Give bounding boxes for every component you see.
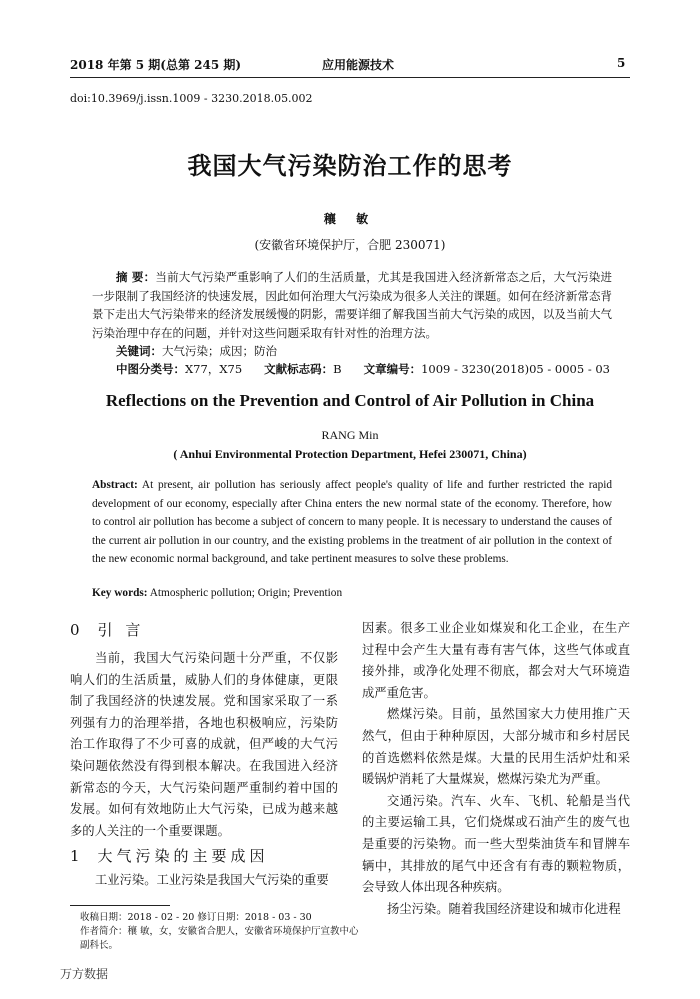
article-no-field	[364, 361, 610, 377]
doc-code-field	[264, 361, 341, 377]
paragraph-coal-pollution: 燃煤污染。目前，虽然国家大力使用推广天然气，但由于种种原因，大部分城市和乡村居民的首选燃料依然是煤。大量的民用生活炉灶和采暖锅炉消耗了大量煤炭，燃煤污染尤为严重。	[362, 707, 630, 787]
abstract-en	[92, 476, 612, 569]
title-cn: 我国大气污染防治工作的思考	[187, 151, 513, 180]
section-heading-causes	[70, 844, 338, 868]
abstract-en-label: Abstract:	[92, 479, 138, 491]
title-en: Reflections on the Prevention and Control of Air Pollution in China	[105, 391, 595, 410]
header-issue: 2018 年第 5 期(总第 245 期)	[70, 58, 242, 72]
paragraph-industrial-start: 工业污染。工业污染是我国大气污染的重要	[95, 873, 329, 888]
author-cn: 穰 敏	[323, 212, 377, 226]
section-number: 0	[70, 621, 80, 639]
footnote-dates: 收稿日期：2018 - 02 - 20 修订日期：2018 - 03 - 30	[80, 912, 312, 923]
header-rule	[70, 77, 630, 78]
affiliation-cn: (安徽省环境保护厅，合肥 230071)	[254, 238, 446, 252]
paragraph-introduction: 当前，我国大气污染问题十分严重，不仅影响人们的生活质量，威胁人们的身体健康，更限制了我国经济的快速发展。党和国家采取了一系列强有力的治理举措，各地也积极响应，污染防治工作取得了不少可喜的成就，但严峻的大气污染问题依然没有得到根本解决。在我国进入经济新常态的今天，大气污染问题严重制约着中国的发展。如何有效地防止大气污染，已成为越来越多的人关注的一个重要课题。	[70, 651, 338, 838]
abstract-cn-label: 摘 要：	[116, 270, 156, 284]
body-column-right	[362, 618, 630, 920]
doi[interactable]: doi:10.3969/j.issn.1009 - 3230.2018.05.002	[70, 92, 313, 105]
clc-field	[116, 361, 242, 377]
section-heading-introduction	[70, 618, 338, 642]
footnote-author-bio: 作者简介：穰 敏，女，安徽省合肥人，安徽省环境保护厅宣教中心副科长。	[80, 926, 359, 951]
abstract-cn	[92, 268, 612, 342]
footnote-rule	[70, 905, 170, 906]
watermark: 万方数据	[60, 967, 109, 981]
classification-line	[116, 361, 616, 377]
article-no-value: 1009 - 3230(2018)05 - 0005 - 03	[421, 362, 610, 376]
keywords-cn-label: 关键词：	[116, 344, 162, 358]
clc-value: X77，X75	[185, 362, 243, 376]
paragraph-industrial-continued: 因素。很多工业企业如煤炭和化工企业，在生产过程中会产生大量有毒有害气体，这些气体或直接外排，或净化处理不彻底，都会对大气环境造成严重危害。	[362, 621, 630, 700]
keywords-cn	[116, 343, 277, 359]
keywords-en	[92, 587, 342, 599]
section-title: 引 言	[97, 621, 145, 639]
header-journal: 应用能源技术	[322, 58, 395, 72]
affiliation-en: ( Anhui Environmental Protection Department, Hefei 230071, China)	[173, 447, 527, 461]
clc-label: 中图分类号：	[116, 362, 185, 376]
doc-code-value: B	[333, 362, 342, 376]
body-column-left	[70, 618, 338, 892]
section-number: 1	[70, 847, 80, 866]
keywords-en-text: Atmospheric pollution; Origin; Prevention	[149, 587, 343, 599]
article-no-label: 文章编号：	[363, 362, 422, 376]
paragraph-traffic-pollution: 交通污染。汽车、火车、飞机、轮船是当代的主要运输工具，它们烧煤或石油产生的废气也是重要的污染物。而一些大型柴油货车和冒牌车辆中，其排放的尾气中还含有有毒的颗粒物质，会导致人体出现各种疾病。	[362, 793, 630, 895]
section-title: 大气污染的主要成因	[97, 847, 269, 866]
abstract-cn-text: 当前大气污染严重影响了人们的生活质量，尤其是我国进入经济新常态之后，大气污染进一步限制了我国经济的快速发展，因此如何治理大气污染成为很多人关注的课题。如何在经济新常态背景下走出大气污染带来的经济发展缓慢的阴影，需要详细了解我国当前大气污染的成因，以及当前大气污染治理中存在的问题，并针对这些问题采取有针对性的治理方法。	[92, 270, 612, 340]
doc-code-label: 文献标志码：	[264, 362, 334, 376]
author-en: RANG Min	[321, 428, 379, 442]
keywords-cn-text: 大气污染；成因；防治	[162, 344, 277, 358]
keywords-en-label: Key words:	[92, 587, 148, 599]
abstract-en-text: At present, air pollution has seriously affect people's quality of life and further restricted the rapid development of our economy, especially after China enters the new normal state of the economy. Therefore, how to control air pollution has become a subject of concern to many people. It is necessary to understand the causes of the current air pollution in our country, and the existing problems in the treatment of air pollution in the context of the new economic normal background, and take pertinent measures to solve these problems.	[92, 479, 613, 566]
paragraph-dust-pollution: 扬尘污染。随着我国经济建设和城市化进程	[387, 901, 621, 916]
header-page-number: 5	[617, 56, 626, 70]
